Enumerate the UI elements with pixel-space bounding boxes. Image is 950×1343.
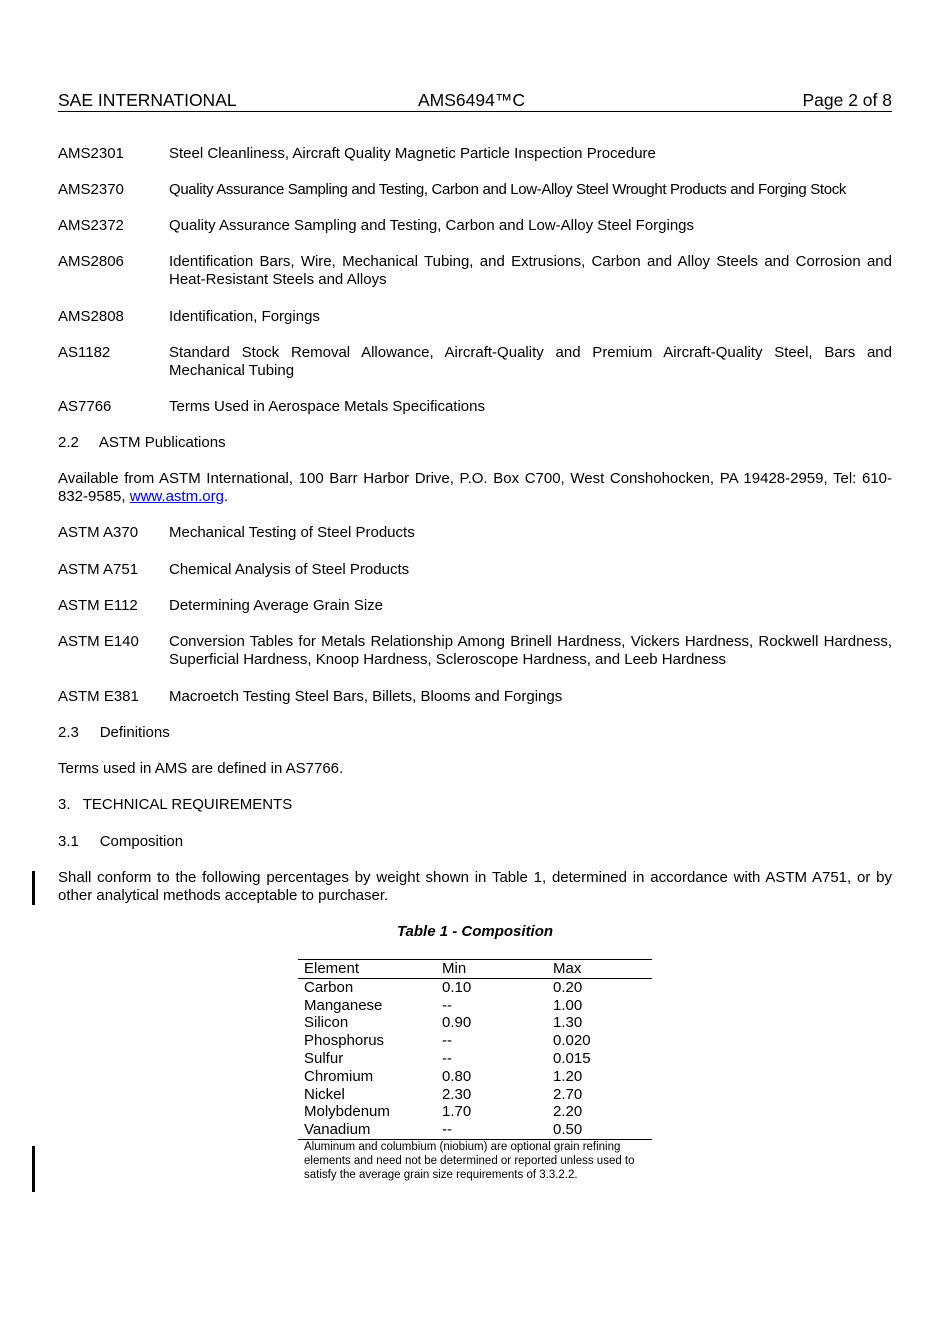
reference-code: ASTM A751 xyxy=(58,561,139,578)
reference-code: ASTM A370 xyxy=(58,524,139,541)
table-cell: 2.30 xyxy=(442,1085,472,1103)
change-bar xyxy=(32,871,35,905)
header-doc-number: AMS6494™C xyxy=(418,90,525,110)
section-heading-3: 3. TECHNICAL REQUIREMENTS xyxy=(58,796,293,813)
composition-table xyxy=(298,959,652,1182)
table-cell: 0.50 xyxy=(553,1121,583,1139)
reference-code: AMS2806 xyxy=(58,253,124,270)
reference-code: AMS2301 xyxy=(58,145,124,162)
reference-item xyxy=(58,597,892,615)
reference-code: AS1182 xyxy=(58,344,111,361)
section-heading-2-2: 2.2 ASTM Publications xyxy=(58,434,226,451)
reference-item xyxy=(58,181,892,199)
table-row xyxy=(298,1032,652,1050)
table-cell: 0.80 xyxy=(442,1067,472,1085)
table-cell: Nickel xyxy=(304,1085,345,1103)
table-cell: -- xyxy=(442,996,452,1014)
table-cell: Molybdenum xyxy=(304,1103,390,1121)
table-row xyxy=(298,978,652,996)
reference-title: Quality Assurance Sampling and Testing, Carbon and Low-Alloy Steel Forgings xyxy=(169,217,695,234)
reference-code: AMS2372 xyxy=(58,217,124,234)
table-cell: Phosphorus xyxy=(304,1032,385,1050)
column-header: Min xyxy=(436,960,547,979)
table-footnote: Aluminum and columbium (niobium) are optional grain refining elements and need not be determined or reported unless used to satisfy the average grain size requirements of 3.3.2.2. xyxy=(298,1139,652,1182)
table-cell: -- xyxy=(442,1121,452,1139)
table-cell: Vanadium xyxy=(304,1121,371,1139)
table-row xyxy=(298,1121,652,1139)
reference-title: Determining Average Grain Size xyxy=(169,597,383,614)
availability-text: Available from ASTM International, 100 Barr Harbor Drive, P.O. Box C700, West Conshohocken, PA 19428-2959, Tel: 610-832-9585, xyxy=(58,470,892,505)
reference-item xyxy=(58,308,892,326)
reference-code: ASTM E112 xyxy=(58,597,138,614)
reference-item xyxy=(58,344,892,380)
table-row xyxy=(298,1068,652,1086)
table-row xyxy=(298,1103,652,1121)
table-cell: 1.20 xyxy=(553,1067,583,1085)
reference-item xyxy=(58,398,892,416)
table-row xyxy=(298,1086,652,1104)
table-cell: 0.90 xyxy=(442,1014,472,1032)
availability-period: . xyxy=(223,488,229,505)
table-row xyxy=(298,1014,652,1032)
table-cell: Manganese xyxy=(304,996,383,1014)
reference-title: Identification, Forgings xyxy=(169,308,320,325)
reference-code: AMS2370 xyxy=(58,181,124,198)
reference-title: Steel Cleanliness, Aircraft Quality Magnetic Particle Inspection Procedure xyxy=(169,145,656,162)
reference-code: ASTM E140 xyxy=(58,633,139,650)
reference-title: Quality Assurance Sampling and Testing, Carbon and Low-Alloy Steel Wrought Products and Forging Stock xyxy=(169,181,846,198)
astm-availability-paragraph xyxy=(58,470,892,506)
definitions-text: Terms used in AMS are defined in AS7766. xyxy=(58,760,344,777)
table-cell: -- xyxy=(442,1049,452,1067)
reference-item xyxy=(58,253,892,289)
table-cell: Sulfur xyxy=(304,1049,344,1067)
table-header-row xyxy=(298,960,652,979)
astm-website-link[interactable]: www.astm.org xyxy=(129,488,224,505)
reference-title: Mechanical Testing of Steel Products xyxy=(169,524,415,541)
reference-title: Conversion Tables for Metals Relationship Among Brinell Hardness, Vickers Hardness, Rockwell Hardness, Superficial Hardness, Knoop Hardness, Scleroscope Hardness, and Leeb Hardness xyxy=(169,633,892,668)
table-footnote-row xyxy=(298,1139,652,1182)
page-header xyxy=(58,91,892,112)
table-cell: Carbon xyxy=(304,978,354,996)
header-page-number: Page 2 of 8 xyxy=(802,90,892,110)
table-cell: Chromium xyxy=(304,1067,374,1085)
reference-item xyxy=(58,561,892,579)
reference-title: Macroetch Testing Steel Bars, Billets, Blooms and Forgings xyxy=(169,688,563,705)
reference-title: Identification Bars, Wire, Mechanical Tubing, and Extrusions, Carbon and Alloy Steels and Corrosion and Heat-Resistant Steels and Alloys xyxy=(169,253,892,288)
reference-title: Chemical Analysis of Steel Products xyxy=(169,561,410,578)
reference-title: Standard Stock Removal Allowance, Aircraft-Quality and Premium Aircraft-Quality Steel, Bars and Mechanical Tubing xyxy=(169,344,892,379)
table-cell: 0.20 xyxy=(553,978,583,996)
table-caption: Table 1 - Composition xyxy=(396,923,554,940)
column-header: Element xyxy=(298,960,436,979)
composition-paragraph: Shall conform to the following percentages by weight shown in Table 1, determined in accordance with ASTM A751, or by other analytical methods acceptable to purchaser. xyxy=(58,869,892,904)
table-row xyxy=(298,997,652,1015)
section-heading-3-1: 3.1 Composition xyxy=(58,833,184,850)
header-org: SAE INTERNATIONAL xyxy=(58,90,237,110)
table-cell: Silicon xyxy=(304,1014,349,1032)
reference-item xyxy=(58,145,892,163)
table-cell: 2.20 xyxy=(553,1103,583,1121)
table-cell: 0.020 xyxy=(553,1032,591,1050)
column-header: Max xyxy=(547,960,652,979)
table-cell: 0.10 xyxy=(442,978,472,996)
table-cell: 0.015 xyxy=(553,1049,591,1067)
reference-code: AMS2808 xyxy=(58,308,124,325)
table-row xyxy=(298,1050,652,1068)
reference-code: ASTM E381 xyxy=(58,688,139,705)
reference-item xyxy=(58,633,892,669)
section-heading-2-3: 2.3 Definitions xyxy=(58,724,170,741)
reference-title: Terms Used in Aerospace Metals Specifications xyxy=(169,398,485,415)
reference-item xyxy=(58,217,892,235)
reference-item xyxy=(58,688,892,706)
reference-code: AS7766 xyxy=(58,398,112,415)
table-cell: 1.70 xyxy=(442,1103,472,1121)
change-bar xyxy=(32,1146,35,1192)
table-cell: 2.70 xyxy=(553,1085,583,1103)
reference-item xyxy=(58,524,892,542)
table-cell: 1.00 xyxy=(553,996,583,1014)
table-cell: -- xyxy=(442,1032,452,1050)
table-cell: 1.30 xyxy=(553,1014,583,1032)
